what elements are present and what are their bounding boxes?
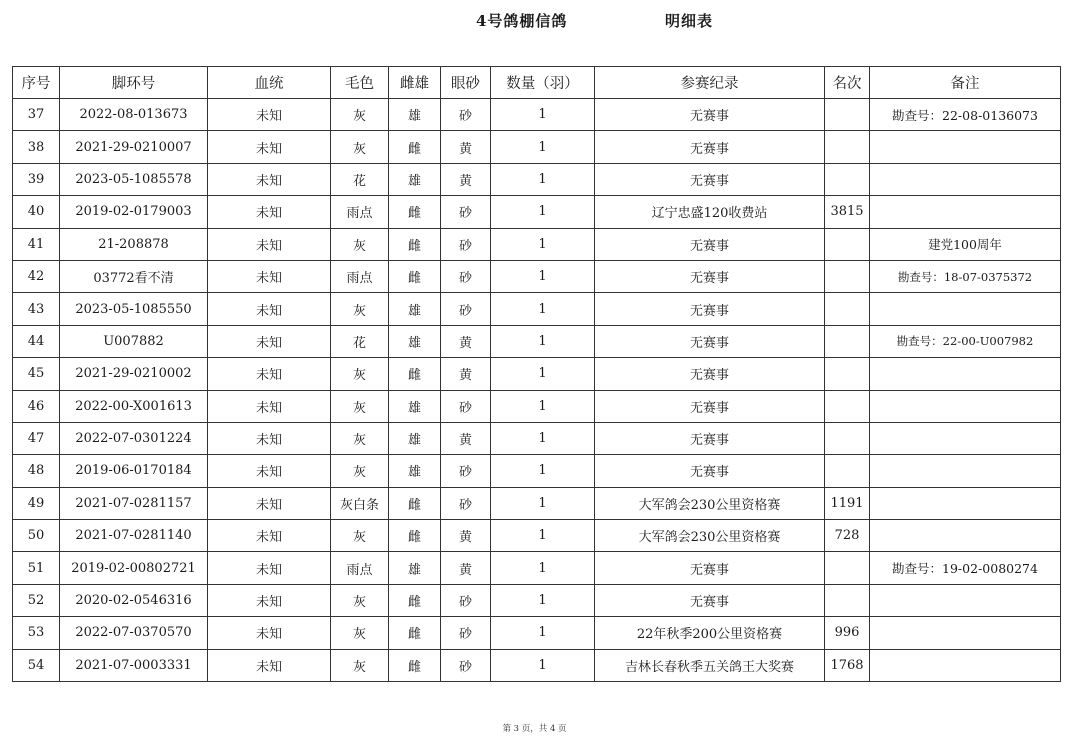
column-header: 序号: [13, 67, 60, 99]
cell-remarks: [870, 390, 1061, 422]
cell-lineage: 未知: [208, 163, 331, 195]
cell-remarks: 勘查号：19-02-0080274: [870, 552, 1061, 584]
cell-lineage: 未知: [208, 228, 331, 260]
cell-serial-no: 53: [13, 617, 60, 649]
column-header: 雌雄: [389, 67, 441, 99]
cell-eye-sand: 砂: [441, 260, 491, 292]
cell-remarks: [870, 455, 1061, 487]
cell-rank: [825, 390, 870, 422]
table-row: [13, 325, 1061, 357]
cell-ring-number: 2022-08-013673: [60, 99, 208, 131]
cell-sex: 雄: [389, 422, 441, 454]
cell-lineage: 未知: [208, 390, 331, 422]
cell-rank: [825, 325, 870, 357]
cell-ring-number: 2021-07-0003331: [60, 649, 208, 681]
cell-sex: 雌: [389, 358, 441, 390]
table-header-row: [13, 67, 1061, 99]
cell-ring-number: 2021-29-0210007: [60, 131, 208, 163]
cell-quantity: 1: [491, 131, 595, 163]
cell-rank: [825, 228, 870, 260]
cell-rank: [825, 552, 870, 584]
table-row: [13, 455, 1061, 487]
cell-ring-number: 2023-05-1085550: [60, 293, 208, 325]
cell-remarks: [870, 196, 1061, 228]
cell-eye-sand: 砂: [441, 487, 491, 519]
cell-sex: 雌: [389, 617, 441, 649]
table-row: [13, 260, 1061, 292]
cell-lineage: 未知: [208, 584, 331, 616]
cell-race-record: 大军鸽会230公里资格赛: [595, 487, 825, 519]
cell-quantity: 1: [491, 228, 595, 260]
cell-serial-no: 54: [13, 649, 60, 681]
cell-rank: 1191: [825, 487, 870, 519]
cell-race-record: 无赛事: [595, 131, 825, 163]
cell-quantity: 1: [491, 196, 595, 228]
cell-sex: 雌: [389, 131, 441, 163]
cell-remarks: [870, 358, 1061, 390]
cell-feather-color: 灰白条: [331, 487, 389, 519]
cell-race-record: 无赛事: [595, 163, 825, 195]
cell-remarks: 勘查号：22-00-U007982: [870, 325, 1061, 357]
cell-serial-no: 40: [13, 196, 60, 228]
cell-lineage: 未知: [208, 422, 331, 454]
cell-eye-sand: 砂: [441, 196, 491, 228]
cell-feather-color: 雨点: [331, 260, 389, 292]
cell-serial-no: 52: [13, 584, 60, 616]
table-row: [13, 649, 1061, 681]
cell-race-record: 无赛事: [595, 422, 825, 454]
cell-ring-number: 2020-02-0546316: [60, 584, 208, 616]
cell-eye-sand: 黄: [441, 325, 491, 357]
cell-feather-color: 灰: [331, 455, 389, 487]
page-footer: 第 3 页，共 4 页: [502, 724, 567, 734]
cell-remarks: [870, 617, 1061, 649]
cell-rank: 3815: [825, 196, 870, 228]
column-header: 血统: [208, 67, 331, 99]
cell-quantity: 1: [491, 422, 595, 454]
cell-lineage: 未知: [208, 649, 331, 681]
cell-ring-number: 2022-07-0301224: [60, 422, 208, 454]
cell-quantity: 1: [491, 617, 595, 649]
cell-eye-sand: 砂: [441, 228, 491, 260]
cell-serial-no: 38: [13, 131, 60, 163]
cell-sex: 雌: [389, 649, 441, 681]
cell-race-record: 无赛事: [595, 552, 825, 584]
table-row: [13, 390, 1061, 422]
cell-sex: 雄: [389, 552, 441, 584]
cell-race-record: 无赛事: [595, 455, 825, 487]
column-header: 参赛纪录: [595, 67, 825, 99]
cell-quantity: 1: [491, 325, 595, 357]
cell-race-record: 无赛事: [595, 293, 825, 325]
cell-lineage: 未知: [208, 520, 331, 552]
cell-ring-number: 2022-07-0370570: [60, 617, 208, 649]
cell-sex: 雌: [389, 196, 441, 228]
cell-feather-color: 灰: [331, 520, 389, 552]
cell-serial-no: 49: [13, 487, 60, 519]
table-row: [13, 584, 1061, 616]
table-row: [13, 422, 1061, 454]
cell-feather-color: 灰: [331, 228, 389, 260]
cell-quantity: 1: [491, 99, 595, 131]
cell-remarks: [870, 293, 1061, 325]
table-row: [13, 487, 1061, 519]
cell-quantity: 1: [491, 390, 595, 422]
cell-rank: [825, 293, 870, 325]
cell-rank: [825, 358, 870, 390]
cell-feather-color: 灰: [331, 649, 389, 681]
cell-sex: 雌: [389, 260, 441, 292]
cell-serial-no: 50: [13, 520, 60, 552]
cell-rank: [825, 455, 870, 487]
cell-serial-no: 45: [13, 358, 60, 390]
cell-quantity: 1: [491, 520, 595, 552]
cell-serial-no: 44: [13, 325, 60, 357]
column-header: 备注: [870, 67, 1061, 99]
table-row: [13, 228, 1061, 260]
cell-eye-sand: 黄: [441, 131, 491, 163]
cell-eye-sand: 黄: [441, 358, 491, 390]
cell-serial-no: 43: [13, 293, 60, 325]
cell-quantity: 1: [491, 487, 595, 519]
table-row: [13, 99, 1061, 131]
cell-race-record: 无赛事: [595, 584, 825, 616]
cell-ring-number: 21-208878: [60, 228, 208, 260]
column-header: 脚环号: [60, 67, 208, 99]
cell-rank: [825, 584, 870, 616]
cell-quantity: 1: [491, 455, 595, 487]
cell-remarks: 勘查号：18-07-0375372: [870, 260, 1061, 292]
title-loft-name: 4号鸽棚信鸽: [476, 12, 568, 30]
cell-serial-no: 51: [13, 552, 60, 584]
cell-feather-color: 灰: [331, 584, 389, 616]
column-header: 数量（羽）: [491, 67, 595, 99]
cell-remarks: [870, 163, 1061, 195]
cell-sex: 雄: [389, 163, 441, 195]
cell-eye-sand: 砂: [441, 584, 491, 616]
cell-remarks: [870, 422, 1061, 454]
cell-quantity: 1: [491, 358, 595, 390]
cell-sex: 雌: [389, 584, 441, 616]
table-body: [13, 99, 1061, 682]
cell-feather-color: 花: [331, 163, 389, 195]
cell-serial-no: 37: [13, 99, 60, 131]
cell-eye-sand: 黄: [441, 520, 491, 552]
cell-sex: 雄: [389, 455, 441, 487]
cell-lineage: 未知: [208, 131, 331, 163]
cell-lineage: 未知: [208, 260, 331, 292]
cell-remarks: [870, 520, 1061, 552]
cell-ring-number: 2023-05-1085578: [60, 163, 208, 195]
table-row: [13, 358, 1061, 390]
cell-lineage: 未知: [208, 552, 331, 584]
cell-eye-sand: 砂: [441, 617, 491, 649]
cell-sex: 雌: [389, 228, 441, 260]
table-row: [13, 293, 1061, 325]
cell-ring-number: 2019-02-00802721: [60, 552, 208, 584]
table-row: [13, 552, 1061, 584]
cell-race-record: 无赛事: [595, 228, 825, 260]
cell-ring-number: 2019-02-0179003: [60, 196, 208, 228]
cell-sex: 雄: [389, 99, 441, 131]
cell-sex: 雄: [389, 293, 441, 325]
cell-remarks: 建党100周年: [870, 228, 1061, 260]
cell-ring-number: 2019-06-0170184: [60, 455, 208, 487]
cell-remarks: [870, 584, 1061, 616]
cell-ring-number: 2021-07-0281157: [60, 487, 208, 519]
cell-quantity: 1: [491, 163, 595, 195]
cell-lineage: 未知: [208, 196, 331, 228]
cell-feather-color: 雨点: [331, 552, 389, 584]
cell-rank: 996: [825, 617, 870, 649]
title-detail-list: 明细表: [665, 12, 714, 30]
cell-feather-color: 灰: [331, 617, 389, 649]
cell-rank: 728: [825, 520, 870, 552]
pigeon-detail-table: [12, 66, 1061, 682]
cell-rank: [825, 422, 870, 454]
cell-ring-number: 03772看不清: [60, 260, 208, 292]
table-row: [13, 131, 1061, 163]
cell-eye-sand: 砂: [441, 649, 491, 681]
cell-sex: 雌: [389, 520, 441, 552]
cell-eye-sand: 黄: [441, 552, 491, 584]
cell-lineage: 未知: [208, 487, 331, 519]
cell-sex: 雌: [389, 487, 441, 519]
cell-race-record: 无赛事: [595, 390, 825, 422]
cell-remarks: 勘查号：22-08-0136073: [870, 99, 1061, 131]
cell-feather-color: 灰: [331, 422, 389, 454]
cell-eye-sand: 砂: [441, 99, 491, 131]
cell-lineage: 未知: [208, 358, 331, 390]
cell-eye-sand: 砂: [441, 390, 491, 422]
cell-race-record: 无赛事: [595, 260, 825, 292]
cell-feather-color: 灰: [331, 293, 389, 325]
table-row: [13, 196, 1061, 228]
cell-eye-sand: 黄: [441, 422, 491, 454]
cell-serial-no: 48: [13, 455, 60, 487]
cell-race-record: 无赛事: [595, 325, 825, 357]
cell-race-record: 吉林长春秋季五关鸽王大奖赛: [595, 649, 825, 681]
cell-lineage: 未知: [208, 293, 331, 325]
cell-sex: 雄: [389, 325, 441, 357]
cell-eye-sand: 砂: [441, 455, 491, 487]
cell-serial-no: 47: [13, 422, 60, 454]
cell-quantity: 1: [491, 260, 595, 292]
cell-ring-number: 2021-29-0210002: [60, 358, 208, 390]
cell-quantity: 1: [491, 293, 595, 325]
cell-race-record: 无赛事: [595, 99, 825, 131]
cell-remarks: [870, 487, 1061, 519]
cell-ring-number: 2021-07-0281140: [60, 520, 208, 552]
cell-feather-color: 花: [331, 325, 389, 357]
cell-remarks: [870, 649, 1061, 681]
cell-eye-sand: 砂: [441, 293, 491, 325]
column-header: 名次: [825, 67, 870, 99]
column-header: 眼砂: [441, 67, 491, 99]
cell-lineage: 未知: [208, 455, 331, 487]
cell-eye-sand: 黄: [441, 163, 491, 195]
cell-rank: [825, 163, 870, 195]
cell-race-record: 大军鸽会230公里资格赛: [595, 520, 825, 552]
cell-feather-color: 雨点: [331, 196, 389, 228]
cell-race-record: 辽宁忠盛120收费站: [595, 196, 825, 228]
cell-feather-color: 灰: [331, 131, 389, 163]
cell-rank: [825, 131, 870, 163]
cell-lineage: 未知: [208, 99, 331, 131]
cell-quantity: 1: [491, 552, 595, 584]
cell-sex: 雄: [389, 390, 441, 422]
cell-rank: 1768: [825, 649, 870, 681]
cell-quantity: 1: [491, 584, 595, 616]
cell-remarks: [870, 131, 1061, 163]
cell-feather-color: 灰: [331, 390, 389, 422]
cell-serial-no: 42: [13, 260, 60, 292]
cell-feather-color: 灰: [331, 358, 389, 390]
cell-lineage: 未知: [208, 617, 331, 649]
cell-rank: [825, 99, 870, 131]
cell-lineage: 未知: [208, 325, 331, 357]
cell-serial-no: 41: [13, 228, 60, 260]
cell-race-record: 无赛事: [595, 358, 825, 390]
cell-feather-color: 灰: [331, 99, 389, 131]
table-row: [13, 617, 1061, 649]
cell-serial-no: 46: [13, 390, 60, 422]
cell-race-record: 22年秋季200公里资格赛: [595, 617, 825, 649]
cell-ring-number: U007882: [60, 325, 208, 357]
cell-quantity: 1: [491, 649, 595, 681]
table-row: [13, 520, 1061, 552]
cell-serial-no: 39: [13, 163, 60, 195]
cell-ring-number: 2022-00-X001613: [60, 390, 208, 422]
column-header: 毛色: [331, 67, 389, 99]
table-row: [13, 163, 1061, 195]
cell-rank: [825, 260, 870, 292]
